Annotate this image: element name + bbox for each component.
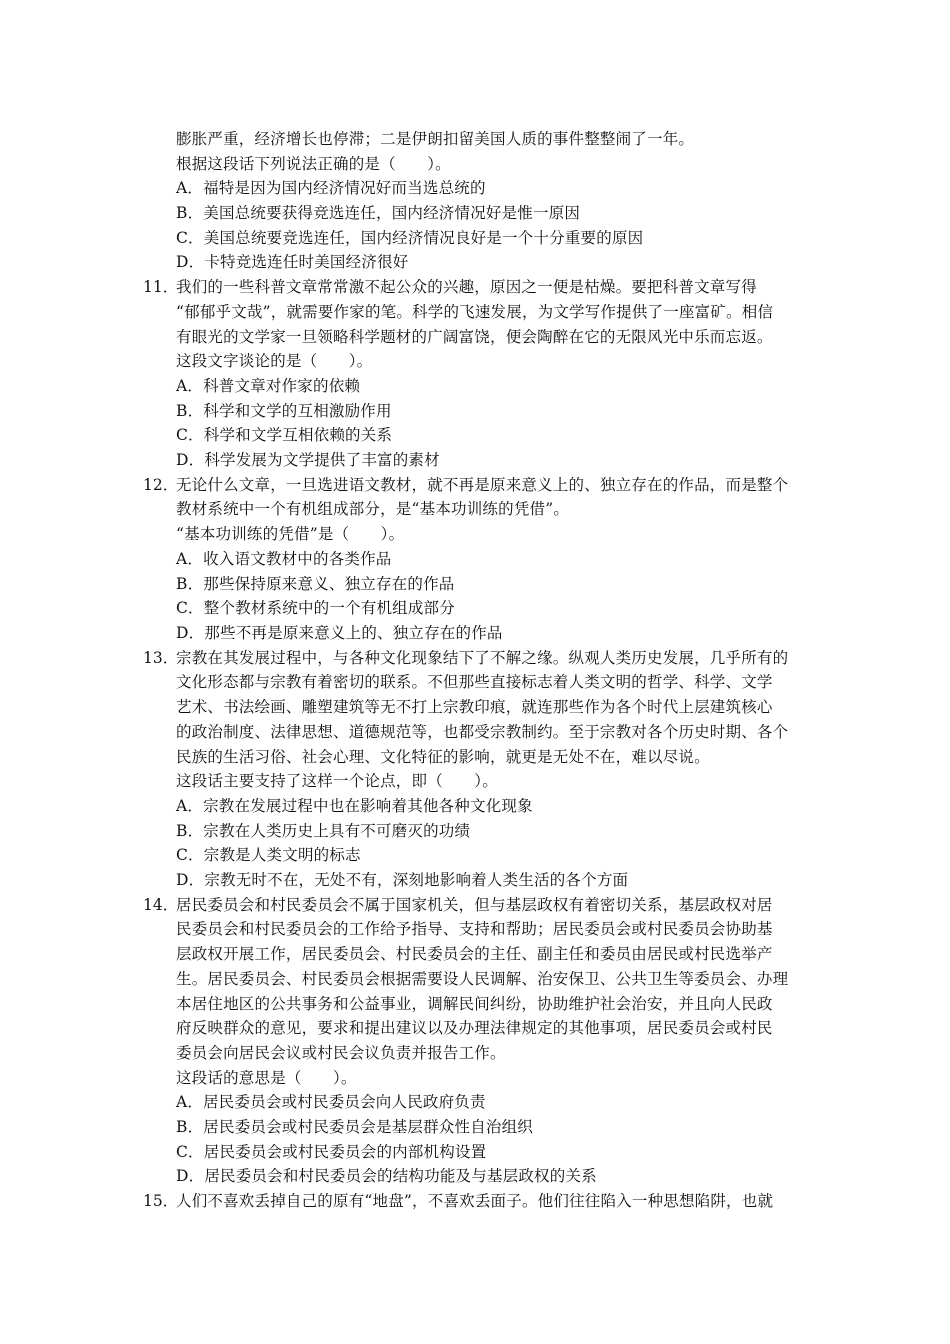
answer-option: C．宗教是人类文明的标志 (176, 846, 361, 864)
passage-line: 无论什么文章，一旦选进语文教材，就不再是原来意义上的、独立存在的作品，而是整个 (176, 476, 789, 494)
answer-option: A．科普文章对作家的依赖 (176, 377, 361, 395)
answer-option: B．居民委员会或村民委员会是基层群众性自治组织 (176, 1118, 533, 1136)
answer-option: D．科学发展为文学提供了丰富的素材 (176, 451, 440, 469)
question-number: 12． (143, 476, 179, 494)
passage-line: 府反映群众的意见，要求和提出建议以及办理法律规定的其他事项，居民委员会或村民 (176, 1019, 773, 1037)
passage-line: 宗教在其发展过程中，与各种文化现象结下了不解之缘。纵观人类历史发展，几乎所有的 (176, 649, 789, 667)
passage-line: 艺术、书法绘画、雕塑建筑等无不打上宗教印痕，就连那些作为各个时代上层建筑核心 (176, 698, 773, 716)
question-stem: “基本功训练的凭借”是（ ）。 (176, 525, 405, 543)
passage-line: 我们的一些科普文章常常激不起公众的兴趣，原因之一便是枯燥。要把科普文章写得 (176, 278, 757, 296)
answer-option: C．科学和文学互相依赖的关系 (176, 426, 393, 444)
question-number: 15． (143, 1192, 179, 1210)
answer-option: C．美国总统要竞选连任，国内经济情况良好是一个十分重要的原因 (176, 229, 644, 247)
passage-line: “郁郁乎文哉”，就需要作家的笔。科学的飞速发展，为文学写作提供了一座富矿。相信 (176, 303, 774, 321)
passage-line: 委员会向居民会议或村民会议负责并报告工作。 (176, 1044, 506, 1062)
question-number: 14． (143, 896, 179, 914)
answer-option: A．收入语文教材中的各类作品 (176, 550, 392, 568)
passage-line: 教材系统中一个有机组成部分，是“基本功训练的凭借”。 (176, 500, 570, 518)
passage-line: 民委员会和村民委员会的工作给予指导、支持和帮助；居民委员会或村民委员会协助基 (176, 920, 773, 938)
passage-line: 民族的生活习俗、社会心理、文化特征的影响，就更是无处不在，难以尽说。 (176, 748, 710, 766)
answer-option: A．福特是因为国内经济情况好而当选总统的 (176, 179, 486, 197)
answer-option: A．居民委员会或村民委员会向人民政府负责 (176, 1093, 486, 1111)
question-stem: 这段文字谈论的是（ ）。 (176, 352, 373, 370)
answer-option: B．美国总统要获得竞选连任，国内经济情况好是惟一原因 (176, 204, 581, 222)
answer-option: D．居民委员会和村民委员会的结构功能及与基层政权的关系 (176, 1167, 597, 1185)
passage-line: 膨胀严重，经济增长也停滞；二是伊朗扣留美国人质的事件整整闹了一年。 (176, 130, 695, 148)
question-stem: 这段话主要支持了这样一个论点，即（ ）。 (176, 772, 498, 790)
answer-option: D．宗教无时不在，无处不有，深刻地影响着人类生活的各个方面 (176, 871, 629, 889)
question-stem: 根据这段话下列说法正确的是（ ）。 (176, 155, 451, 173)
passage-line: 有眼光的文学家一旦领略科学题材的广阔富饶，便会陶醉在它的无限风光中乐而忘返。 (176, 328, 773, 346)
answer-option: D．那些不再是原来意义上的、独立存在的作品 (176, 624, 503, 642)
answer-option: C．居民委员会或村民委员会的内部机构设置 (176, 1143, 487, 1161)
passage-line: 本居住地区的公共事务和公益事业，调解民间纠纷，协助维护社会治安，并且向人民政 (176, 995, 773, 1013)
answer-option: A．宗教在发展过程中也在影响着其他各种文化现象 (176, 797, 533, 815)
passage-line: 生。居民委员会、村民委员会根据需要设人民调解、治安保卫、公共卫生等委员会、办理 (176, 970, 789, 988)
answer-option: B．宗教在人类历史上具有不可磨灭的功绩 (176, 822, 471, 840)
question-number: 13． (143, 649, 179, 667)
passage-line: 文化形态都与宗教有着密切的联系。不但那些直接标志着人类文明的哲学、科学、文学 (176, 673, 773, 691)
passage-line: 居民委员会和村民委员会不属于国家机关，但与基层政权有着密切关系，基层政权对居 (176, 896, 773, 914)
answer-option: B．科学和文学的互相激励作用 (176, 402, 392, 420)
answer-option: D．卡特竞选连任时美国经济很好 (176, 253, 409, 271)
question-number: 11． (143, 278, 179, 296)
answer-option: C．整个教材系统中的一个有机组成部分 (176, 599, 455, 617)
passage-line: 的政治制度、法律思想、道德规范等，也都受宗教制约。至于宗教对各个历史时期、各个 (176, 723, 789, 741)
answer-option: B．那些保持原来意义、独立存在的作品 (176, 575, 455, 593)
passage-line: 人们不喜欢丢掉自己的原有“地盘”，不喜欢丢面子。他们往往陷入一种思想陷阱，也就 (176, 1192, 774, 1210)
question-stem: 这段话的意思是（ ）。 (176, 1069, 357, 1087)
passage-line: 层政权开展工作，居民委员会、村民委员会的主任、副主任和委员由居民或村民选举产 (176, 945, 773, 963)
